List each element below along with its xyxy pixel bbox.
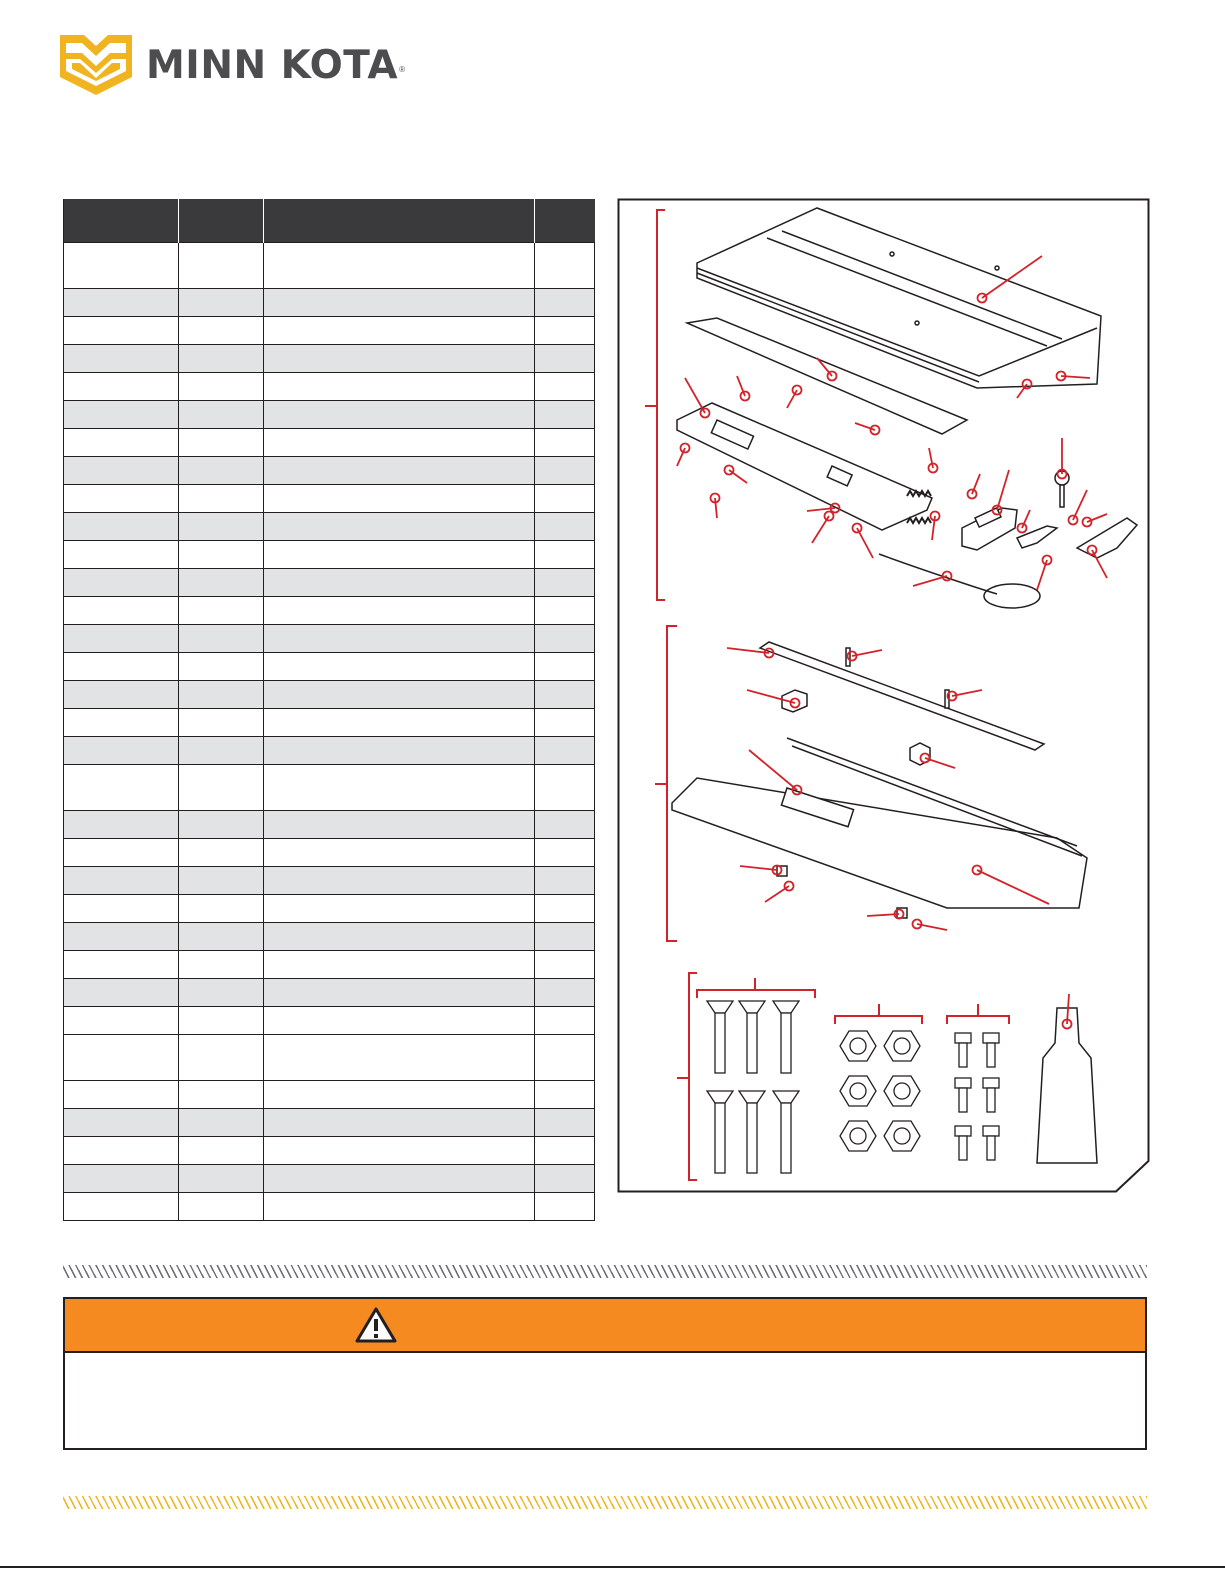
- table-cell: [64, 839, 179, 867]
- table-cell: [535, 867, 595, 895]
- column-header: [535, 199, 595, 243]
- table-cell: [264, 811, 535, 839]
- table-cell: [64, 681, 179, 709]
- table-cell: [535, 1137, 595, 1165]
- callout-leader-line: [787, 390, 797, 408]
- table-cell: [179, 429, 264, 457]
- table-cell: [64, 625, 179, 653]
- table-row: [64, 1081, 595, 1109]
- table-cell: [179, 979, 264, 1007]
- hex-bolts-group: [955, 1033, 999, 1160]
- table-cell: [179, 1081, 264, 1109]
- table-cell: [179, 541, 264, 569]
- bottom-plate-part: [672, 738, 1087, 908]
- table-cell: [64, 709, 179, 737]
- table-row: [64, 979, 595, 1007]
- table-cell: [64, 1165, 179, 1193]
- table-cell: [179, 457, 264, 485]
- minn-kota-logo: [60, 30, 405, 100]
- table-cell: [264, 923, 535, 951]
- callout-leader-line: [715, 498, 717, 518]
- table-row: [64, 401, 595, 429]
- table-row: [64, 951, 595, 979]
- table-cell: [264, 895, 535, 923]
- table-cell: [64, 289, 179, 317]
- table-cell: [535, 625, 595, 653]
- table-cell: [535, 373, 595, 401]
- brand-name: MINN KOTA: [146, 42, 399, 88]
- table-cell: [179, 625, 264, 653]
- table-row: [64, 429, 595, 457]
- assembly-bracket-middle: [655, 626, 677, 941]
- callout-leader-line: [749, 750, 797, 790]
- table-cell: [535, 1193, 595, 1221]
- table-cell: [264, 1007, 535, 1035]
- bolts-bracket: [947, 1004, 1009, 1024]
- lanyard-part: [879, 554, 1040, 608]
- table-row: [64, 373, 595, 401]
- table-cell: [535, 1109, 595, 1137]
- table-cell: [179, 681, 264, 709]
- table-cell: [535, 429, 595, 457]
- parts-table: [63, 199, 595, 1221]
- table-cell: [64, 569, 179, 597]
- table-cell: [264, 513, 535, 541]
- table-cell: [64, 765, 179, 811]
- table-cell: [535, 485, 595, 513]
- table-cell: [64, 429, 179, 457]
- warning-header: [65, 1299, 1145, 1353]
- table-cell: [535, 951, 595, 979]
- minn-kota-m-icon: [60, 35, 132, 95]
- table-row: [64, 681, 595, 709]
- table-cell: [179, 1165, 264, 1193]
- table-row: [64, 625, 595, 653]
- table-cell: [264, 429, 535, 457]
- table-cell: [64, 485, 179, 513]
- table-cell: [535, 839, 595, 867]
- table-cell: [535, 895, 595, 923]
- table-cell: [64, 979, 179, 1007]
- table-row: [64, 923, 595, 951]
- table-cell: [64, 457, 179, 485]
- table-cell: [535, 709, 595, 737]
- table-cell: [179, 289, 264, 317]
- table-cell: [264, 457, 535, 485]
- table-cell: [264, 541, 535, 569]
- table-cell: [264, 401, 535, 429]
- table-cell: [264, 373, 535, 401]
- table-cell: [264, 653, 535, 681]
- table-cell: [264, 625, 535, 653]
- table-cell: [179, 951, 264, 979]
- table-row: [64, 867, 595, 895]
- table-cell: [64, 1007, 179, 1035]
- table-cell: [179, 1193, 264, 1221]
- table-cell: [264, 1081, 535, 1109]
- table-row: [64, 345, 595, 373]
- hex-nuts-group: [840, 1031, 920, 1151]
- table-cell: [264, 867, 535, 895]
- table-cell: [264, 709, 535, 737]
- table-cell: [179, 737, 264, 765]
- table-cell: [264, 1193, 535, 1221]
- callout-leader-line: [729, 470, 747, 483]
- table-cell: [179, 373, 264, 401]
- table-cell: [179, 709, 264, 737]
- assembly-bracket-upper: [645, 210, 665, 600]
- table-cell: [264, 485, 535, 513]
- table-row: [64, 653, 595, 681]
- callout-leader-line: [997, 470, 1009, 510]
- table-cell: [535, 457, 595, 485]
- table-cell: [535, 289, 595, 317]
- table-cell: [179, 653, 264, 681]
- table-cell: [64, 1137, 179, 1165]
- table-cell: [535, 513, 595, 541]
- warning-box: [63, 1297, 1147, 1450]
- table-cell: [64, 597, 179, 625]
- table-row: [64, 1035, 595, 1081]
- table-row: [64, 1109, 595, 1137]
- table-cell: [64, 895, 179, 923]
- callout-leader-line: [740, 866, 777, 870]
- table-header-row: [64, 199, 595, 243]
- table-cell: [64, 1193, 179, 1221]
- table-row: [64, 1193, 595, 1221]
- key-part: [1055, 471, 1069, 507]
- table-row: [64, 765, 595, 811]
- table-cell: [264, 1109, 535, 1137]
- table-cell: [535, 541, 595, 569]
- table-cell: [179, 1007, 264, 1035]
- table-row: [64, 541, 595, 569]
- table-cell: [264, 317, 535, 345]
- table-cell: [64, 541, 179, 569]
- registered-mark: ®: [399, 64, 405, 74]
- table-row: [64, 569, 595, 597]
- table-cell: [179, 839, 264, 867]
- table-row: [64, 1137, 595, 1165]
- table-cell: [535, 1007, 595, 1035]
- exploded-parts-diagram: [617, 198, 1150, 1193]
- table-row: [64, 457, 595, 485]
- top-rail-part: [697, 208, 1101, 388]
- table-cell: [179, 317, 264, 345]
- callout-leader-line: [685, 378, 705, 413]
- table-cell: [535, 765, 595, 811]
- table-cell: [535, 569, 595, 597]
- table-cell: [264, 243, 535, 289]
- table-row: [64, 1165, 595, 1193]
- warning-triangle-icon: [355, 1307, 397, 1343]
- nuts-bracket: [835, 1004, 922, 1024]
- table-cell: [64, 345, 179, 373]
- table-row: [64, 485, 595, 513]
- table-cell: [535, 1035, 595, 1081]
- table-cell: [264, 839, 535, 867]
- table-cell: [264, 345, 535, 373]
- table-cell: [264, 569, 535, 597]
- table-cell: [264, 951, 535, 979]
- table-cell: [64, 1081, 179, 1109]
- table-cell: [64, 811, 179, 839]
- table-row: [64, 243, 595, 289]
- table-cell: [264, 1165, 535, 1193]
- table-row: [64, 317, 595, 345]
- column-header: [64, 199, 179, 243]
- column-header: [264, 199, 535, 243]
- table-cell: [179, 923, 264, 951]
- table-cell: [535, 737, 595, 765]
- table-cell: [64, 243, 179, 289]
- table-cell: [535, 345, 595, 373]
- table-cell: [535, 681, 595, 709]
- table-cell: [535, 597, 595, 625]
- table-cell: [64, 1035, 179, 1081]
- table-cell: [179, 867, 264, 895]
- table-cell: [264, 597, 535, 625]
- table-cell: [535, 1081, 595, 1109]
- table-cell: [179, 895, 264, 923]
- table-cell: [179, 1035, 264, 1081]
- table-cell: [179, 811, 264, 839]
- table-cell: [264, 681, 535, 709]
- table-cell: [64, 737, 179, 765]
- table-cell: [179, 597, 264, 625]
- table-cell: [535, 811, 595, 839]
- table-cell: [179, 569, 264, 597]
- table-cell: [64, 867, 179, 895]
- table-cell: [264, 979, 535, 1007]
- hardware-bracket: [677, 973, 697, 1180]
- table-cell: [64, 653, 179, 681]
- table-cell: [264, 765, 535, 811]
- table-cell: [64, 401, 179, 429]
- screws-bracket: [697, 978, 815, 998]
- table-cell: [535, 979, 595, 1007]
- table-cell: [179, 765, 264, 811]
- table-cell: [64, 373, 179, 401]
- table-row: [64, 709, 595, 737]
- table-row: [64, 839, 595, 867]
- switch-housing-part: [962, 508, 1137, 558]
- table-row: [64, 1007, 595, 1035]
- table-cell: [179, 1137, 264, 1165]
- table-cell: [64, 951, 179, 979]
- table-cell: [535, 1165, 595, 1193]
- table-row: [64, 811, 595, 839]
- table-cell: [179, 1109, 264, 1137]
- table-cell: [64, 513, 179, 541]
- grease-tube-part: [1037, 1008, 1097, 1163]
- table-cell: [264, 289, 535, 317]
- table-cell: [64, 317, 179, 345]
- table-cell: [64, 1109, 179, 1137]
- hatch-divider: [63, 1265, 1147, 1278]
- table-cell: [535, 653, 595, 681]
- table-row: [64, 289, 595, 317]
- table-cell: [535, 317, 595, 345]
- table-cell: [535, 923, 595, 951]
- table-row: [64, 895, 595, 923]
- table-row: [64, 737, 595, 765]
- table-cell: [535, 401, 595, 429]
- table-cell: [179, 243, 264, 289]
- table-cell: [179, 485, 264, 513]
- table-cell: [264, 1035, 535, 1081]
- table-cell: [179, 401, 264, 429]
- hatch-divider-gold: [63, 1496, 1147, 1509]
- table-cell: [179, 345, 264, 373]
- footer-rule: [0, 1566, 1225, 1568]
- base-plate-part: [677, 403, 932, 530]
- table-row: [64, 513, 595, 541]
- countersunk-screws-group: [707, 1001, 799, 1173]
- table-cell: [535, 243, 595, 289]
- column-header: [179, 199, 264, 243]
- table-row: [64, 597, 595, 625]
- table-cell: [264, 1137, 535, 1165]
- parts-table-body: [64, 243, 595, 1221]
- table-cell: [64, 923, 179, 951]
- table-cell: [179, 513, 264, 541]
- table-cell: [264, 737, 535, 765]
